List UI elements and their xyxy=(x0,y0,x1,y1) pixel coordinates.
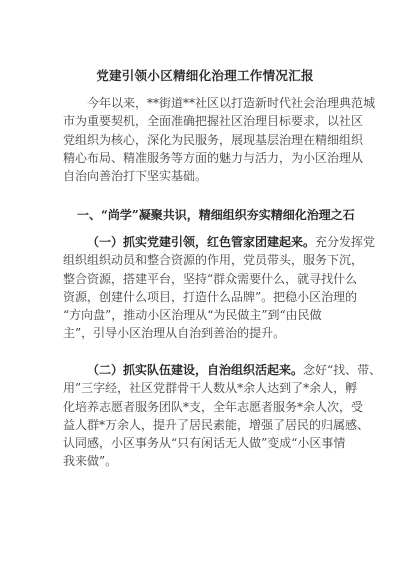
paragraph-line: 益人群*万余人，提升了居民素能，增强了居民的归属感、 xyxy=(63,417,370,432)
intro-line: 精心布局、精准服务等方面的魅力与活力，为小区治理从 xyxy=(63,150,364,165)
paragraph-line: 用”三字经，社区党群骨干人数从*余人达到了*余人，孵 xyxy=(63,381,358,396)
document-title: 党建引领小区精细化治理工作情况汇报 xyxy=(96,68,314,83)
subsection-paragraph-2 xyxy=(63,361,382,471)
paragraph-text: 充分发挥党 xyxy=(315,235,376,249)
paragraph-line: 我来做”。 xyxy=(63,454,118,469)
paragraph-line: “方向盘”，推动小区治理从“为民做主”到“由民做 xyxy=(63,308,322,323)
intro-line: 自治向善治打下坚实基础。 xyxy=(63,169,208,184)
subsection-first-line xyxy=(63,233,376,251)
section-heading: 一、“尚学”凝聚共识，精细组织夯实精细化治理之石 xyxy=(77,208,355,222)
paragraph-text: 念好“找、带、 xyxy=(303,363,382,377)
paragraph-line: 资源，创建什么项目，打造什么品牌”。把稳小区治理的 xyxy=(63,289,358,304)
subsection-paragraph-1 xyxy=(63,233,376,343)
paragraph-line: 认同感，小区事务从“只有闲话无人做”变成“小区事情 xyxy=(63,436,346,451)
intro-line: 党组织为核心，深化为民服务，展现基层治理在精细组织 xyxy=(63,132,364,147)
intro-line: 今年以来，**街道**社区以打造新时代社会治理典范城 xyxy=(87,96,376,110)
subsection-first-line xyxy=(63,361,382,379)
intro-paragraph xyxy=(63,94,376,185)
paragraph-line: 化培养志愿者服务团队*支，全年志愿者服务*余人次，受 xyxy=(63,399,364,414)
intro-line: 市为重要契机，全面准确把握社区治理目标要求，以社区 xyxy=(63,114,364,129)
subsection-heading: （一）抓实党建引领，红色管家团建起来。 xyxy=(87,235,316,249)
subsection-heading: （二）抓实队伍建设，自治组织活起来。 xyxy=(87,363,304,377)
paragraph-line: 组织组织动员和整合资源的作用，党员带头，服务下沉， xyxy=(63,253,364,268)
paragraph-line: 整合资源，搭建平台，坚持“群众需要什么，就寻找什么 xyxy=(63,271,358,286)
paragraph-line: 主”，引导小区治理从自治到善治的提升。 xyxy=(63,326,286,341)
